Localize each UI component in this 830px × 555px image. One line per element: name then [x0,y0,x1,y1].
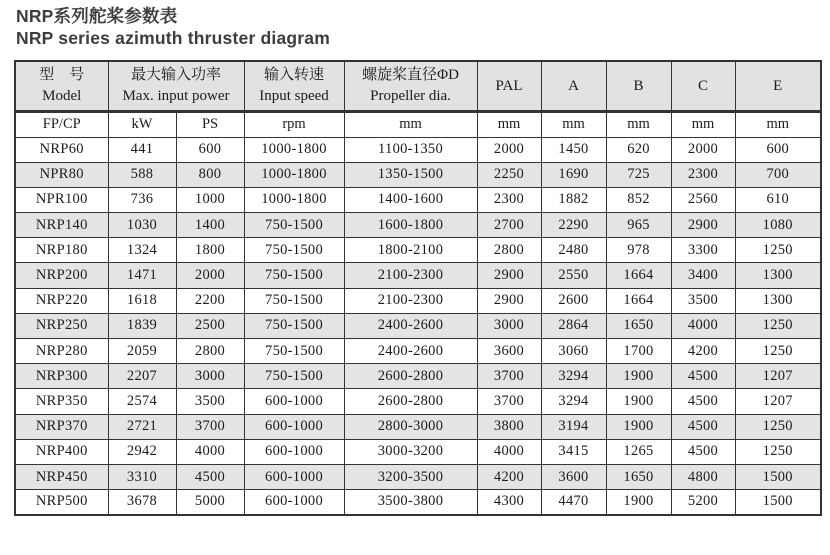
cell-ps: 1000 [176,187,244,212]
cell-pal: 2700 [477,213,541,238]
cell-model: NPR100 [15,187,108,212]
cell-ps: 5000 [176,490,244,515]
cell-ps: 2000 [176,263,244,288]
cell-ps: 2200 [176,288,244,313]
cell-e: 1080 [735,213,821,238]
cell-kw: 2059 [108,339,176,364]
cell-model: NRP450 [15,464,108,489]
cell-b: 1900 [606,364,671,389]
col-header-propeller-dia-en: Propeller dia. [370,88,451,105]
cell-model: NRP180 [15,238,108,263]
cell-model: NRP300 [15,364,108,389]
cell-ps: 2500 [176,313,244,338]
cell-propeller-dia: 1350-1500 [344,162,477,187]
cell-pal: 3600 [477,339,541,364]
cell-c: 3500 [671,288,735,313]
cell-e: 1250 [735,339,821,364]
cell-b: 1700 [606,339,671,364]
cell-kw: 2721 [108,414,176,439]
cell-kw: 1324 [108,238,176,263]
cell-kw: 3678 [108,490,176,515]
cell-rpm: 750-1500 [244,339,344,364]
cell-e: 610 [735,187,821,212]
cell-propeller-dia: 2800-3000 [344,414,477,439]
cell-model: NRP200 [15,263,108,288]
cell-e: 700 [735,162,821,187]
cell-a: 1690 [541,162,606,187]
cell-c: 3300 [671,238,735,263]
col-header-model [15,61,108,111]
cell-e: 1250 [735,238,821,263]
col-header-pal-label: PAL [495,77,523,94]
cell-kw: 1618 [108,288,176,313]
cell-ps: 3500 [176,389,244,414]
table-row [15,439,821,464]
table-row [15,490,821,515]
cell-a: 1882 [541,187,606,212]
table-row [15,389,821,414]
table-row [15,137,821,162]
cell-propeller-dia: 1100-1350 [344,137,477,162]
cell-rpm: 750-1500 [244,313,344,338]
cell-pal: 4300 [477,490,541,515]
col-header-input-speed [244,61,344,111]
cell-a: 2290 [541,213,606,238]
cell-e: 1500 [735,490,821,515]
cell-a: 2864 [541,313,606,338]
cell-propeller-dia: 3500-3800 [344,490,477,515]
cell-c: 4000 [671,313,735,338]
unit-e: mm [735,111,821,137]
cell-a: 2550 [541,263,606,288]
cell-e: 1207 [735,364,821,389]
cell-propeller-dia: 1600-1800 [344,213,477,238]
cell-a: 2480 [541,238,606,263]
cell-rpm: 1000-1800 [244,162,344,187]
col-header-e-label: E [773,77,783,94]
col-header-a [541,61,606,111]
cell-rpm: 750-1500 [244,288,344,313]
cell-pal: 3700 [477,364,541,389]
cell-pal: 2000 [477,137,541,162]
col-header-c-label: C [698,77,709,94]
cell-e: 1250 [735,313,821,338]
cell-propeller-dia: 3200-3500 [344,464,477,489]
cell-rpm: 600-1000 [244,439,344,464]
cell-model: NRP60 [15,137,108,162]
col-header-input-speed-en: Input speed [259,88,329,105]
unit-rpm: rpm [244,111,344,137]
cell-ps: 800 [176,162,244,187]
unit-a: mm [541,111,606,137]
cell-c: 2560 [671,187,735,212]
cell-b: 965 [606,213,671,238]
cell-pal: 2300 [477,187,541,212]
cell-pal: 2800 [477,238,541,263]
cell-model: NRP370 [15,414,108,439]
cell-propeller-dia: 2600-2800 [344,364,477,389]
cell-rpm: 750-1500 [244,263,344,288]
cell-b: 1265 [606,439,671,464]
cell-a: 3060 [541,339,606,364]
cell-model: NPR80 [15,162,108,187]
cell-b: 1900 [606,490,671,515]
table-row [15,464,821,489]
cell-pal: 4200 [477,464,541,489]
cell-propeller-dia: 2100-2300 [344,288,477,313]
cell-rpm: 600-1000 [244,414,344,439]
cell-e: 600 [735,137,821,162]
cell-c: 2300 [671,162,735,187]
cell-e: 1300 [735,288,821,313]
cell-pal: 2250 [477,162,541,187]
table-row [15,339,821,364]
cell-model: NRP280 [15,339,108,364]
cell-b: 1664 [606,263,671,288]
cell-pal: 3800 [477,414,541,439]
col-header-e [735,61,821,111]
cell-c: 4500 [671,439,735,464]
cell-e: 1250 [735,439,821,464]
cell-propeller-dia: 1400-1600 [344,187,477,212]
col-header-max-input-power-en: Max. input power [122,88,230,105]
cell-pal: 2900 [477,288,541,313]
cell-model: NRP350 [15,389,108,414]
cell-e: 1207 [735,389,821,414]
page-header [16,5,820,49]
cell-rpm: 750-1500 [244,364,344,389]
unit-kw: kW [108,111,176,137]
unit-dia: mm [344,111,477,137]
table-row [15,213,821,238]
table-body [15,137,821,515]
unit-model: FP/CP [15,111,108,137]
table-row [15,364,821,389]
cell-propeller-dia: 2100-2300 [344,263,477,288]
cell-b: 1650 [606,313,671,338]
cell-c: 4500 [671,389,735,414]
col-header-c [671,61,735,111]
cell-model: NRP250 [15,313,108,338]
cell-rpm: 600-1000 [244,389,344,414]
cell-ps: 4500 [176,464,244,489]
cell-b: 620 [606,137,671,162]
cell-b: 852 [606,187,671,212]
page-title-en: NRP series azimuth thruster diagram [16,28,330,48]
cell-a: 3194 [541,414,606,439]
unit-ps: PS [176,111,244,137]
cell-ps: 3000 [176,364,244,389]
cell-a: 3600 [541,464,606,489]
cell-ps: 600 [176,137,244,162]
cell-model: NRP140 [15,213,108,238]
cell-propeller-dia: 2600-2800 [344,389,477,414]
cell-c: 4500 [671,364,735,389]
cell-kw: 588 [108,162,176,187]
col-header-max-input-power [108,61,244,111]
col-header-input-speed-zh: 输入转速 [264,67,325,84]
cell-rpm: 1000-1800 [244,137,344,162]
cell-rpm: 600-1000 [244,464,344,489]
cell-a: 3294 [541,364,606,389]
cell-c: 4500 [671,414,735,439]
cell-pal: 2900 [477,263,541,288]
cell-b: 1900 [606,389,671,414]
col-header-pal [477,61,541,111]
cell-propeller-dia: 1800-2100 [344,238,477,263]
cell-b: 1900 [606,414,671,439]
cell-c: 2000 [671,137,735,162]
cell-propeller-dia: 2400-2600 [344,313,477,338]
cell-a: 2600 [541,288,606,313]
cell-rpm: 750-1500 [244,238,344,263]
cell-ps: 3700 [176,414,244,439]
col-header-max-input-power-zh: 最大输入功率 [131,67,222,84]
table-row [15,263,821,288]
cell-a: 4470 [541,490,606,515]
col-header-model-en: Model [42,88,82,105]
cell-c: 5200 [671,490,735,515]
cell-pal: 3000 [477,313,541,338]
cell-kw: 2574 [108,389,176,414]
cell-ps: 1400 [176,213,244,238]
thruster-parameter-table [14,60,822,516]
col-header-b-label: B [633,77,644,94]
cell-c: 3400 [671,263,735,288]
cell-b: 725 [606,162,671,187]
cell-ps: 2800 [176,339,244,364]
table-row [15,187,821,212]
cell-kw: 3310 [108,464,176,489]
cell-kw: 441 [108,137,176,162]
table-row [15,238,821,263]
cell-c: 2900 [671,213,735,238]
cell-b: 1650 [606,464,671,489]
unit-pal: mm [477,111,541,137]
cell-c: 4200 [671,339,735,364]
cell-c: 4800 [671,464,735,489]
header-row [15,61,821,111]
cell-model: NRP220 [15,288,108,313]
units-row [15,111,821,137]
cell-b: 1664 [606,288,671,313]
col-header-a-label: A [568,77,579,94]
cell-rpm: 600-1000 [244,490,344,515]
cell-kw: 1471 [108,263,176,288]
cell-b: 978 [606,238,671,263]
cell-propeller-dia: 2400-2600 [344,339,477,364]
cell-a: 3415 [541,439,606,464]
cell-e: 1300 [735,263,821,288]
unit-c: mm [671,111,735,137]
cell-pal: 4000 [477,439,541,464]
cell-pal: 3700 [477,389,541,414]
cell-kw: 1030 [108,213,176,238]
unit-b: mm [606,111,671,137]
col-header-propeller-dia [344,61,477,111]
cell-a: 1450 [541,137,606,162]
cell-rpm: 1000-1800 [244,187,344,212]
col-header-model-zh: 型 号 [39,67,85,84]
cell-ps: 1800 [176,238,244,263]
table-row [15,313,821,338]
cell-kw: 2942 [108,439,176,464]
cell-kw: 1839 [108,313,176,338]
cell-model: NRP500 [15,490,108,515]
cell-e: 1500 [735,464,821,489]
col-header-propeller-dia-zh: 螺旋桨直径ΦD [362,67,459,84]
cell-model: NRP400 [15,439,108,464]
cell-kw: 2207 [108,364,176,389]
cell-kw: 736 [108,187,176,212]
cell-a: 3294 [541,389,606,414]
table-row [15,288,821,313]
cell-rpm: 750-1500 [244,213,344,238]
cell-propeller-dia: 3000-3200 [344,439,477,464]
page-title-zh: NRP系列舵桨参数表 [16,6,178,26]
table-row [15,414,821,439]
table-row [15,162,821,187]
cell-ps: 4000 [176,439,244,464]
col-header-b [606,61,671,111]
cell-e: 1250 [735,414,821,439]
